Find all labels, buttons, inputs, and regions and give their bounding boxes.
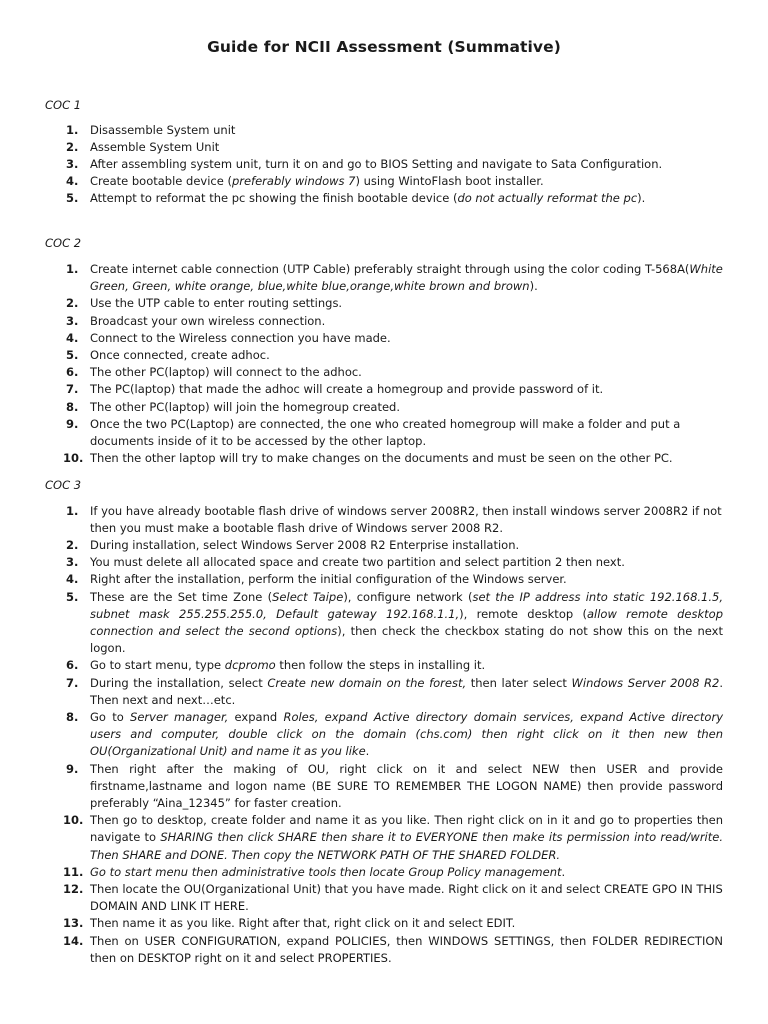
item-text: then later select [466, 675, 572, 690]
item-text-italic: allow remote desktop connection and select the second options [90, 606, 723, 638]
list-item [0, 313, 723, 330]
item-text-italic: Roles, expand Active directory domain services, expand Active directory users and computer, double click on the domain (chs.com) then right click on it then new then OU(Organizational Unit) and name it as you like [90, 709, 723, 759]
item-number: 3. [66, 555, 79, 570]
coc3-list [0, 503, 768, 967]
item-number: 5. [66, 348, 79, 363]
item-text-italic: SHARING then click SHARE then share it to EVERYONE then make its permission into read/write. Then SHARE and DONE. Then copy the NETWORK PATH OF THE SHARED FOLDER. [90, 830, 723, 862]
item-text: Once the two PC(Laptop) are connected, the one who created homegroup will make a folder and put a documents inside of it to be accessed by the other laptop. [90, 416, 681, 449]
item-text: ), remote desktop ( [459, 606, 587, 621]
item-text: . Then next and next…etc. [90, 675, 723, 707]
list-item [0, 416, 723, 450]
item-number: 1. [66, 122, 79, 137]
item-text: Then right after the making of OU, right click on it and select NEW then USER and provide firstname,lastname and logon name (BE SURE TO REMEMBER THE LOGON NAME) then provide password preferably “Aina_12345” for faster creation. [90, 761, 723, 810]
list-item [0, 881, 723, 915]
item-number: 1. [66, 262, 79, 276]
item-number: 14. [63, 933, 84, 948]
item-text-italic: do not actually reformat the pc [457, 191, 638, 206]
item-text: . [561, 864, 566, 879]
list-item [0, 864, 723, 881]
item-text: The other PC(laptop) will join the homegroup created. [90, 399, 400, 414]
item-text: Then locate the OU(Organizational Unit) that you have made. Right click on it and select CREATE GPO IN THIS DOMAIN AND LINK IT HERE. [90, 881, 723, 914]
item-text: Go to [90, 709, 131, 724]
list-item [0, 812, 723, 864]
list-item [0, 122, 723, 139]
item-text: During the installation, select [90, 675, 268, 690]
list-item [0, 675, 723, 709]
item-text: Go to start menu, type [90, 658, 225, 673]
list-item [0, 156, 723, 173]
item-text: Disassemble System unit [90, 122, 236, 137]
item-number: 11. [63, 864, 84, 879]
item-text: Then on USER CONFIGURATION, expand POLICIES, then WINDOWS SETTINGS, then FOLDER REDIRECTION then on DESKTOP right on it and select PROPERTIES. [90, 933, 723, 965]
list-item [0, 364, 723, 381]
item-text: ) using WintoFlash boot installer. [355, 174, 544, 189]
item-text: During installation, select Windows Server 2008 R2 Enterprise installation. [90, 537, 520, 552]
item-text: ). [529, 279, 538, 294]
item-text-italic: Create new domain on the forest, [267, 675, 467, 690]
list-item [0, 571, 723, 588]
item-text: Then name it as you like. Right after that, right click on it and select EDIT. [90, 916, 516, 931]
list-item [0, 709, 723, 761]
item-number: 13. [63, 916, 84, 931]
item-text: Create internet cable connection (UTP Cable) preferably straight through using the color coding T-568A( [90, 262, 690, 276]
item-number: 6. [66, 658, 79, 673]
list-item [0, 295, 723, 312]
list-item [0, 933, 723, 967]
item-number: 8. [66, 399, 79, 414]
item-text: Then go to desktop, create folder and name it as you like. Then right click on in it and go to properties then navigate to [90, 813, 723, 845]
item-number: 1. [66, 503, 79, 518]
list-item [0, 347, 723, 364]
item-text: You must delete all allocated space and create two partition and select partition 2 then next. [90, 555, 625, 570]
item-text: Create bootable device ( [90, 174, 232, 189]
item-text-italic: set the IP address into static 192.168.1.5, subnet mask 255.255.255.0, Default gateway 192.168.1.1, [90, 589, 724, 621]
item-text-italic: preferably windows 7 [231, 174, 356, 189]
item-text: The other PC(laptop) will connect to the adhoc. [90, 365, 362, 380]
item-number: 2. [66, 139, 79, 154]
item-number: 4. [66, 174, 79, 189]
item-text: expand [228, 709, 284, 724]
item-number: 3. [66, 156, 79, 171]
section-heading-coc3: COC 3 [45, 478, 82, 492]
list-item [0, 537, 723, 554]
item-number: 3. [66, 313, 79, 328]
list-item [0, 589, 723, 658]
list-item [0, 450, 723, 467]
item-text: These are the Set time Zone ( [90, 589, 273, 604]
coc2-list [0, 261, 768, 467]
item-text-italic: Go to start menu then administrative tools then locate Group Policy management [90, 864, 562, 879]
item-text: ). [637, 191, 646, 206]
item-number: 10. [63, 451, 84, 466]
item-number: 5. [66, 191, 79, 206]
item-text: The PC(laptop) that made the adhoc will create a homegroup and provide password of it. [90, 382, 604, 397]
item-number: 7. [66, 382, 79, 397]
list-item [0, 554, 723, 571]
item-number: 6. [66, 365, 79, 380]
item-text: Attempt to reformat the pc showing the finish bootable device ( [90, 191, 458, 206]
list-item [0, 761, 723, 813]
item-text: Use the UTP cable to enter routing settings. [90, 296, 343, 311]
item-number: 9. [66, 761, 79, 776]
item-text: Then the other laptop will try to make changes on the documents and must be seen on the other PC. [90, 451, 673, 466]
item-text: Right after the installation, perform the initial configuration of the Windows server. [90, 572, 567, 587]
list-item [0, 399, 723, 416]
item-text: Once connected, create adhoc. [90, 348, 270, 363]
list-item [0, 381, 723, 398]
coc1-list [0, 122, 768, 208]
item-text-italic: Server manager, [130, 709, 229, 724]
item-text: Broadcast your own wireless connection. [90, 313, 326, 328]
list-item [0, 915, 723, 932]
item-text: . [365, 744, 370, 759]
item-number: 5. [66, 589, 79, 604]
item-text-italic: White Green, Green, white orange, blue,white blue,orange,white brown and brown [90, 262, 723, 294]
item-text: ), configure network ( [343, 589, 473, 604]
item-text: Assemble System Unit [90, 139, 220, 154]
list-item [0, 261, 723, 295]
list-item [0, 330, 723, 347]
item-number: 7. [66, 675, 79, 690]
item-text: Connect to the Wireless connection you have made. [90, 330, 391, 345]
item-number: 10. [63, 813, 84, 828]
list-item [0, 139, 723, 156]
document-title: Guide for NCII Assessment (Summative) [207, 38, 561, 56]
item-text-italic: Select Taipe [272, 589, 344, 604]
item-number: 2. [66, 537, 79, 552]
list-item [0, 657, 723, 674]
item-text-italic: Windows Server 2008 R2 [571, 675, 720, 690]
item-text: If you have already bootable flash drive of windows server 2008R2, then install windows server 2008R2 if not then you must make a bootable flash drive of Windows server 2008 R2. [90, 503, 722, 535]
item-text: After assembling system unit, turn it on and go to BIOS Setting and navigate to Sata Configuration. [90, 156, 663, 171]
item-number: 4. [66, 572, 79, 587]
item-text: ), then check the checkbox stating do not show this on the next logon. [90, 623, 723, 656]
item-text: then follow the steps in installing it. [275, 658, 486, 673]
section-heading-coc1: COC 1 [45, 98, 82, 112]
item-text-italic: dcpromo [224, 658, 276, 673]
item-number: 9. [66, 416, 79, 431]
item-number: 8. [66, 709, 79, 724]
list-item [0, 503, 723, 537]
item-number: 4. [66, 330, 79, 345]
item-number: 2. [66, 296, 79, 311]
item-number: 12. [63, 881, 84, 896]
list-item [0, 190, 723, 207]
section-heading-coc2: COC 2 [45, 236, 82, 250]
list-item [0, 173, 723, 190]
